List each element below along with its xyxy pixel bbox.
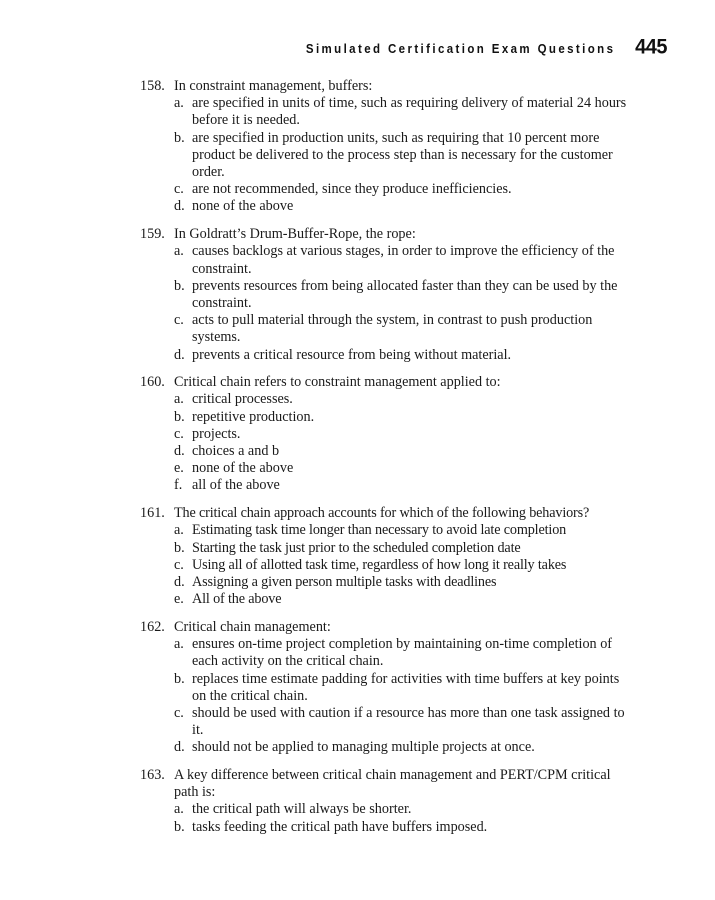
option-text: are specified in production units, such as requiring that 10 percent more product be delivered to the process step than is necessary for the customer order. <box>192 129 613 181</box>
option-d <box>140 198 630 215</box>
question-number: 163. <box>140 767 165 784</box>
question-158 <box>140 78 630 216</box>
option-label: b. <box>174 408 185 425</box>
option-text: Using all of allotted task time, regardless of how long it really takes <box>192 556 567 573</box>
question-list <box>140 78 630 846</box>
option-b <box>140 409 630 426</box>
question-stem <box>140 226 630 243</box>
option-label: b. <box>174 277 185 294</box>
question-text: In Goldratt’s Drum-Buffer-Rope, the rope: <box>174 226 416 243</box>
option-label: c. <box>174 556 184 573</box>
option-label: b. <box>174 129 185 146</box>
option-b <box>140 671 630 705</box>
option-text: should be used with caution if a resource has more than one task assigned to it. <box>192 704 625 739</box>
question-163 <box>140 767 630 836</box>
running-title: Simulated Certification Exam Questions <box>305 42 616 56</box>
question-stem <box>140 505 630 522</box>
question-number: 160. <box>140 374 165 391</box>
option-e <box>140 591 630 608</box>
option-a <box>140 95 630 129</box>
option-d <box>140 739 630 756</box>
question-number: 159. <box>140 226 165 243</box>
option-label: a. <box>174 522 184 539</box>
question-text: Critical chain management: <box>174 618 331 635</box>
option-label: b. <box>174 818 185 835</box>
option-a <box>140 391 630 408</box>
option-text: Assigning a given person multiple tasks with deadlines <box>192 573 497 590</box>
option-label: a. <box>174 95 184 112</box>
option-label: b. <box>174 539 185 556</box>
option-text: are specified in units of time, such as requiring delivery of material 24 hours before it is needed. <box>192 95 627 129</box>
option-text: are not recommended, since they produce inefficiencies. <box>192 181 512 198</box>
question-stem <box>140 374 630 391</box>
question-text: Critical chain refers to constraint management applied to: <box>174 374 501 391</box>
option-d <box>140 443 630 460</box>
option-c <box>140 705 630 739</box>
option-label: d. <box>174 739 185 756</box>
option-d <box>140 347 630 364</box>
question-stem <box>140 767 630 801</box>
option-text: should not be applied to managing multiple projects at once. <box>192 739 535 756</box>
question-text: In constraint management, buffers: <box>174 78 373 94</box>
page-number: 445 <box>635 35 667 59</box>
question-159 <box>140 226 630 364</box>
option-d <box>140 574 630 591</box>
option-label: e. <box>174 460 184 477</box>
option-c <box>140 312 630 346</box>
option-c <box>140 426 630 443</box>
question-stem <box>140 619 630 636</box>
option-b <box>140 540 630 557</box>
option-a <box>140 243 630 277</box>
option-text: prevents resources from being allocated faster than they can be used by the constraint. <box>192 277 618 311</box>
question-stem <box>140 78 630 95</box>
option-e <box>140 460 630 477</box>
option-label: b. <box>174 670 185 687</box>
option-text: causes backlogs at various stages, in order to improve the efficiency of the constraint. <box>192 243 615 277</box>
option-text: repetitive production. <box>192 408 315 425</box>
option-b <box>140 278 630 312</box>
question-text: The critical chain approach accounts for which of the following behaviors? <box>174 505 590 522</box>
question-161 <box>140 505 630 608</box>
option-c <box>140 557 630 574</box>
question-160 <box>140 374 630 494</box>
option-label: d. <box>174 198 185 215</box>
option-label: c. <box>174 181 184 198</box>
option-label: d. <box>174 346 185 363</box>
option-label: e. <box>174 591 184 608</box>
option-b <box>140 819 630 836</box>
option-b <box>140 130 630 182</box>
option-text: choices a and b <box>192 443 280 460</box>
option-text: acts to pull material through the system, in contrast to push production systems. <box>192 312 593 346</box>
question-162 <box>140 619 630 757</box>
option-label: c. <box>174 425 184 442</box>
question-text: A key difference between critical chain management and PERT/CPM critical path is: <box>174 767 611 801</box>
option-f <box>140 477 630 494</box>
question-number: 158. <box>140 78 165 94</box>
option-a <box>140 801 630 818</box>
option-label: a. <box>174 391 184 408</box>
option-text: none of the above <box>192 460 294 477</box>
option-label: c. <box>174 312 184 329</box>
option-c <box>140 181 630 198</box>
option-label: d. <box>174 573 185 590</box>
option-text: projects. <box>192 425 241 442</box>
option-text: Starting the task just prior to the scheduled completion date <box>192 539 521 556</box>
option-a <box>140 636 630 670</box>
option-text: all of the above <box>192 477 280 494</box>
option-text: prevents a critical resource from being without material. <box>192 346 512 363</box>
option-text: tasks feeding the critical path have buffers imposed. <box>192 818 488 835</box>
option-label: c. <box>174 704 184 721</box>
option-label: d. <box>174 443 185 460</box>
option-label: a. <box>174 243 184 260</box>
option-text: critical processes. <box>192 391 293 408</box>
option-label: a. <box>174 636 184 653</box>
option-text: ensures on-time project completion by maintaining on-time completion of each activity on the critical chain. <box>192 636 613 670</box>
option-text: Estimating task time longer than necessary to avoid late completion <box>192 522 567 539</box>
running-header <box>279 36 667 58</box>
option-text: the critical path will always be shorter. <box>192 801 412 818</box>
option-text: All of the above <box>192 591 282 608</box>
option-text: none of the above <box>192 198 294 215</box>
question-number: 161. <box>140 505 165 522</box>
option-text: replaces time estimate padding for activities with time buffers at key points on the critical chain. <box>192 670 620 704</box>
option-label: f. <box>174 477 183 494</box>
question-number: 162. <box>140 618 165 635</box>
option-a <box>140 522 630 539</box>
option-label: a. <box>174 801 184 818</box>
